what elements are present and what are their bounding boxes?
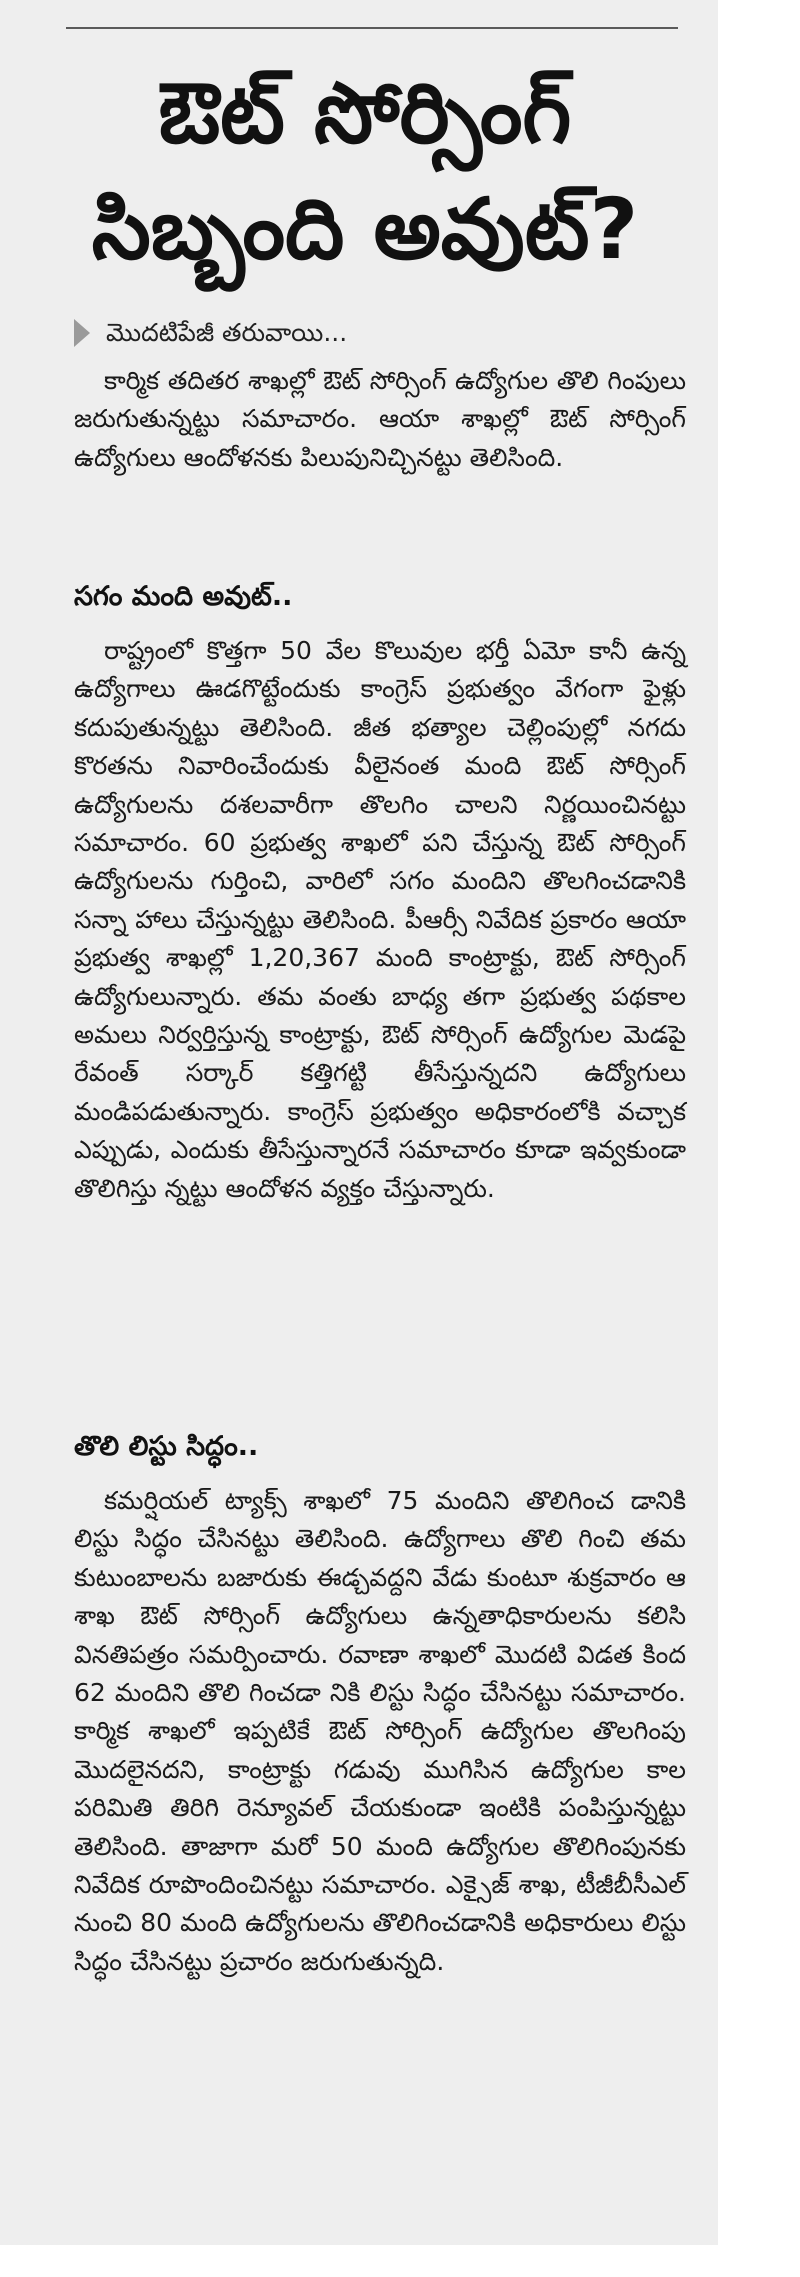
continued-from-front-page	[74, 318, 347, 348]
section1-body: రాష్ట్రంలో కొత్తగా 50 వేల కొలువుల భర్తీ ఏమో కానీ ఉన్న ఉద్యోగాలు ఊడగొట్టేందుకు కాంగ్రెస్ ప్రభుత్వం వేగంగా ఫైళ్లు కదుపుతున్నట్టు తెలిసింది. జీత భత్యాల చెల్లింపుల్లో నగదు కొరతను నివారించేందుకు వీలైనంత మంది ఔట్ సోర్సింగ్ ఉద్యోగులను దశలవారీగా తొలగిం చాలని నిర్ణయించినట్టు సమాచారం. 60 ప్రభుత్వ శాఖలో పని చేస్తున్న ఔట్ సోర్సింగ్ ఉద్యోగులను గుర్తించి, వారిలో సగం మందిని తొలగించడానికి సన్నా హాలు చేస్తున్నట్టు తెలిసింది. పీఆర్సీ నివేదిక ప్రకారం ఆయా ప్రభుత్వ శాఖల్లో 1,20,367 మంది కాంట్రాక్టు, ఔట్ సోర్సింగ్ ఉద్యోగులున్నారు. తమ వంతు బాధ్య తగా ప్రభుత్వ పథకాల అమలు నిర్వర్తిస్తున్న కాంట్రాక్టు, ఔట్ సోర్సింగ్ ఉద్యోగుల మెడపై రేవంత్ సర్కార్ కత్తిగట్టి తీసేస్తున్నదని ఉద్యోగులు మండిపడుతున్నారు. కాంగ్రెస్ ప్రభుత్వం అధికారంలోకి వచ్చాక ఎప్పుడు, ఎందుకు తీసేస్తున్నారనే సమాచారం కూడా ఇవ్వకుండా తొలిగిస్తు న్నట్టు ఆందోళన వ్యక్తం చేస్తున్నారు.	[74, 636, 686, 1203]
top-divider	[66, 27, 678, 29]
arrow-right-icon	[74, 319, 90, 347]
headline	[40, 55, 690, 287]
headline-line-1: ఔట్ సోర్సింగ్	[158, 64, 572, 162]
headline-line-2: సిబ్బంది అవుట్?	[91, 180, 639, 278]
section2-heading: తొలి లిస్టు సిద్ధం..	[74, 1431, 259, 1462]
continued-label: మొదటిపేజీ తరువాయి...	[106, 318, 348, 347]
section2-body: కమర్షియల్ ట్యాక్స్ శాఖలో 75 మందిని తొలిగించ డానికి లిస్టు సిద్ధం చేసినట్టు తెలిసింది. ఉద్యోగాలు తొలి గించి తమ కుటుంబాలను బజారుకు ఈడ్చవద్దని వేడు కుంటూ శుక్రవారం ఆ శాఖ ఔట్ సోర్సింగ్ ఉద్యోగులు ఉన్నతాధికారులను కలిసి వినతిపత్రం సమర్పించారు. రవాణా శాఖలో మొదటి విడత కింద 62 మందిని తొలి గించడా నికి లిస్టు సిద్ధం చేసినట్టు సమాచారం. కార్మిక శాఖలో ఇప్పటికే ఔట్ సోర్సింగ్ ఉద్యోగుల తొలగింపు మొదలైనదని, కాంట్రాక్టు గడువు ముగిసిన ఉద్యోగుల కాల పరిమితి తిరిగి రెన్యూవల్ చేయకుండా ఇంటికి పంపిస్తున్నట్టు తెలిసింది. తాజాగా మరో 50 మంది ఉద్యోగుల తొలిగింపునకు నివేదిక రూపొందించినట్టు సమాచారం. ఎక్సైజ్ శాఖ, టీజీబీసీఎల్ నుంచి 80 మంది ఉద్యోగులను తొలిగించడానికి అధికారులు లిస్టు సిద్ధం చేసినట్టు ప్రచారం జరుగుతున్నది.	[74, 1486, 686, 1976]
section1-heading: సగం మంది అవుట్..	[74, 581, 293, 612]
intro-paragraph: కార్మిక తదితర శాఖల్లో ఔట్ సోర్సింగ్ ఉద్యోగుల తొలి గింపులు జరుగుతున్నట్టు సమాచారం. ఆయా శాఖల్లో ఔట్ సోర్సింగ్ ఉద్యోగులు ఆందోళనకు పిలుపునిచ్చినట్టు తెలిసింది.	[74, 366, 686, 472]
